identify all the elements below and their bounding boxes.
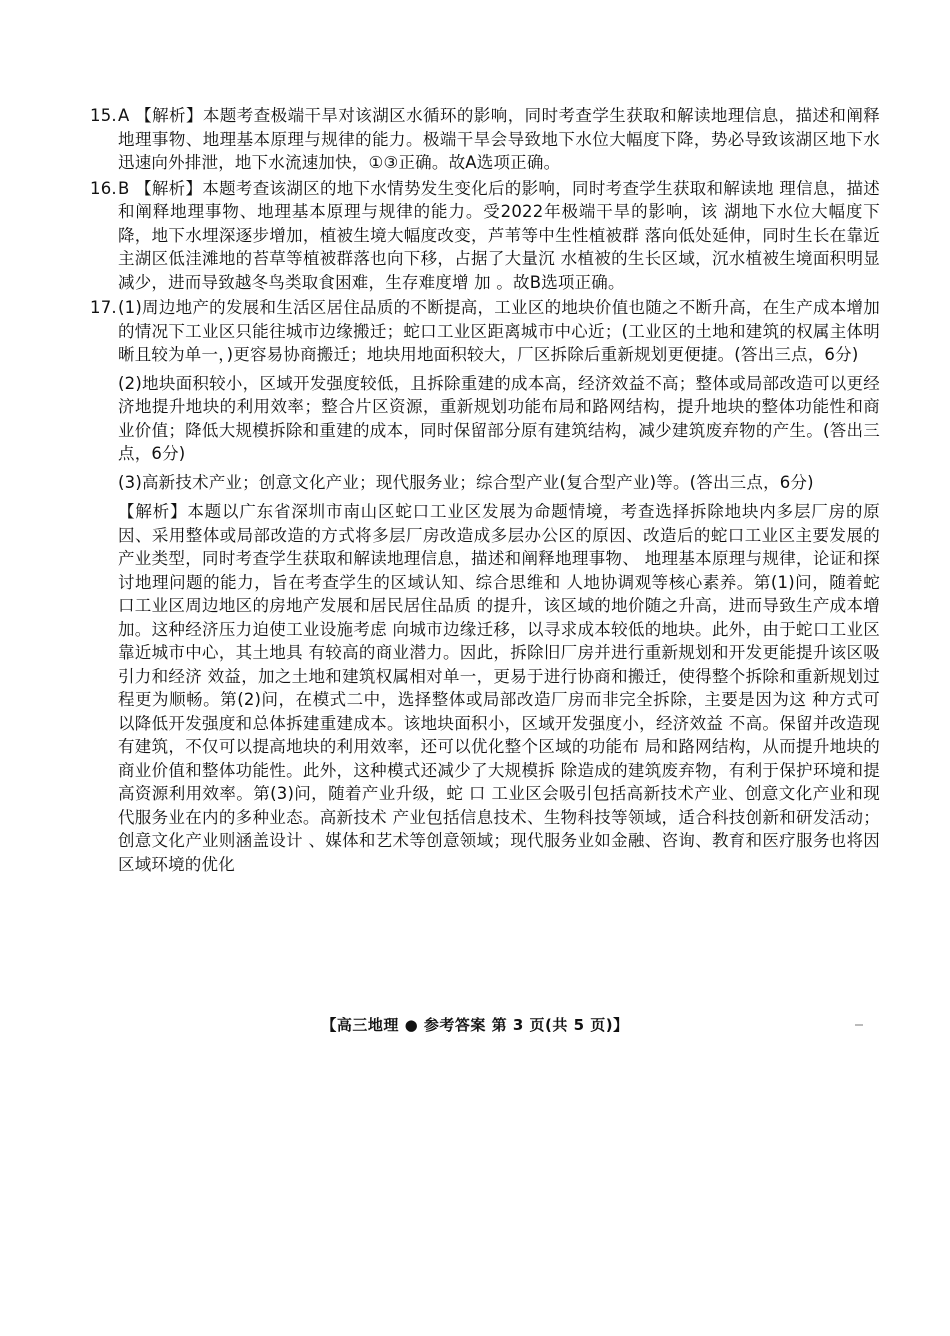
answer-text: A 【解析】本题考查极端干旱对该湖区水循环的影响，同时考查学生获取和解读地理信息，描述和阐释地理事物、地理基本原理与规律的能力。极端干旱会导致地下水位大幅度下降，势必导致该湖区地下水迅速向外排泄，地下水流速加快，①③正确。故A选项正确。	[118, 106, 880, 172]
page-footer: 【高三地理 ● 参考答案 第 3 页(共 5 页)】	[321, 1016, 629, 1034]
scan-artifact	[855, 1024, 863, 1026]
answer-17-analysis: 【解析】本题以广东省深圳市南山区蛇口工业区发展为命题情境，考查选择拆除地块内多层厂房的原因、采用整体或局部改造的方式将多层厂房改造成多层办公区的原因、改造后的蛇口工业区主要发展的产业类型，同时考查学生获取和解读地理信息，描述和阐释地理事物、 地理基本原理与规律，论证和探讨地理问题的能力，旨在考查学生的区域认知、综合思维和 人地协调观等核心素养。第(1)问，随着蛇口工业区周边地区的房地产发展和居民居住品质 的提升，该区域的地价随之升高，进而导致生产成本增加。这种经济压力迫使工业设施考虑 向城市边缘迁移，以寻求成本较低的地块。此外，由于蛇口工业区靠近城市中心，其土地具 有较高的商业潜力。因此，拆除旧厂房并进行重新规划和开发更能提升该区吸引力和经济 效益，加之土地和建筑权属相对单一，更易于进行协商和搬迁，使得整个拆除和重新规划过 程更为顺畅。第(2)问，在模式二中，选择整体或局部改造厂房而非完全拆除，主要是因为这 种方式可以降低开发强度和总体拆建重建成本。该地块面积小，区域开发强度小，经济效益 不高。保留并改造现有建筑，不仅可以提高地块的利用效率，还可以优化整个区域的功能布 局和路网结构，从而提升地块的商业价值和整体功能性。此外，这种模式还减少了大规模拆 除造成的建筑废弃物，有利于保护环境和提高资源利用效率。第(3)问，随着产业升级，蛇 口 工业区会吸引包括高新技术产业、创意文化产业和现代服务业在内的多种业态。高新技术 产业包括信息技术、生物科技等领域，适合科技创新和研发活动；创意文化产业则涵盖设计 、媒体和艺术等创意领域；现代服务业如金融、咨询、教育和医疗服务也将因区域环境的优化	[118, 502, 880, 874]
answer-text-part-1: (1)周边地产的发展和生活区居住品质的不断提高，工业区的地块价值也随之不断升高，在生产成本增加的情况下工业区只能往城市边缘搬迁；蛇口工业区距离城市中心近；(工业区的土地和建筑的权属主体明晰且较为单一，)更容易协商搬迁；地块用地面积较大，厂区拆除后重新规划更便捷。(答出三点，6分)	[118, 298, 880, 364]
answer-item-17	[90, 296, 880, 367]
answer-text: B 【解析】本题考查该湖区的地下水情势发生变化后的影响，同时考查学生获取和解读地 理信息，描述和阐释地理事物、地理基本原理与规律的能力。受2022年极端干旱的影响，该 湖地下水位大幅度下降，地下水埋深逐步增加，植被生境大幅度改变，芦苇等中生性植被群 落向低处延伸，同时生长在靠近主湖区低洼滩地的苔草等植被群落也向下移，占据了大量沉 水植被的生长区域，沉水植被生境面积明显减少，进而导致越冬鸟类取食困难，生存难度增 加 。故B选项正确。	[118, 178, 880, 292]
answer-content	[90, 104, 880, 876]
answer-item-15	[90, 104, 880, 175]
answer-17-part-2: (2)地块面积较小，区域开发强度较低，且拆除重建的成本高，经济效益不高；整体或局部改造可以更经济地提升地块的利用效率；整合片区资源，重新规划功能布局和路网结构，提升地块的整体功能性和商业价值；降低大规模拆除和重建的成本，同时保留部分原有建筑结构，减少建筑废弃物的产生。(答出三点，6分)	[118, 373, 880, 463]
question-number: 16.	[90, 178, 117, 198]
question-number: 15.	[90, 106, 117, 125]
question-number: 17.	[90, 298, 117, 317]
answer-17-part-3: (3)高新技术产业；创意文化产业；现代服务业；综合型产业(复合型产业)等。(答出三点，6分)	[118, 472, 814, 492]
answer-item-16	[90, 177, 880, 295]
